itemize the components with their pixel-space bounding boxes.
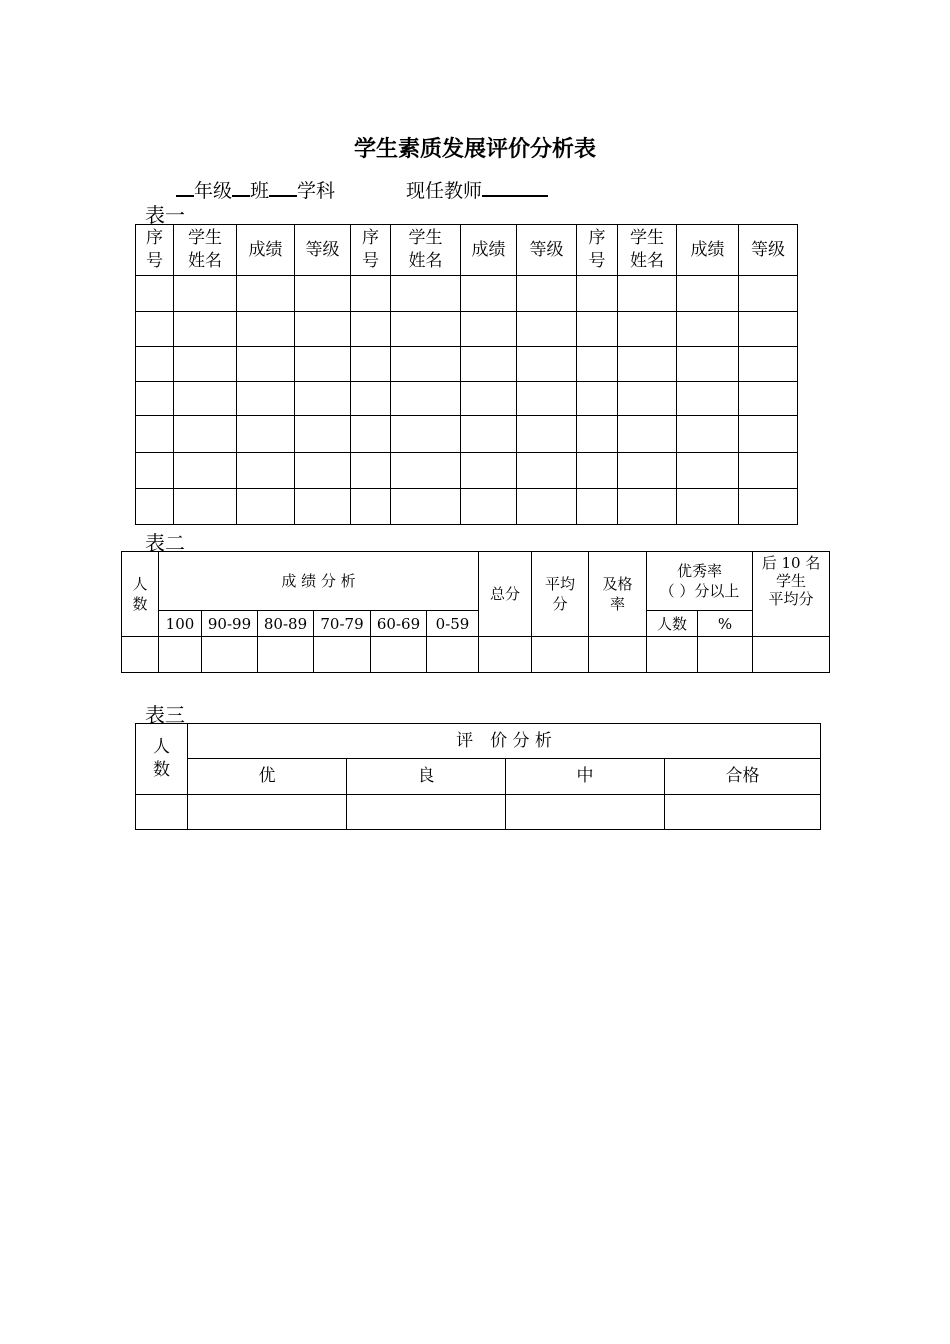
- grade-blank[interactable]: [176, 177, 194, 197]
- data-cell[interactable]: [618, 382, 677, 416]
- data-cell[interactable]: [517, 382, 577, 416]
- data-cell[interactable]: [461, 489, 517, 525]
- header-name: 学生 姓名: [391, 225, 461, 276]
- data-cell[interactable]: [517, 453, 577, 489]
- header-seq: 序 号: [136, 225, 174, 276]
- header-grade: 等级: [739, 225, 798, 276]
- data-cell[interactable]: [517, 312, 577, 347]
- data-cell[interactable]: [698, 637, 753, 673]
- data-cell[interactable]: [174, 276, 237, 312]
- data-cell[interactable]: [237, 347, 295, 382]
- data-cell[interactable]: [647, 637, 698, 673]
- data-cell[interactable]: [391, 276, 461, 312]
- data-cell[interactable]: [136, 489, 174, 525]
- data-cell[interactable]: [618, 453, 677, 489]
- data-cell[interactable]: [577, 276, 618, 312]
- data-cell[interactable]: [427, 637, 479, 673]
- table1-body: [136, 276, 798, 525]
- data-cell[interactable]: [136, 453, 174, 489]
- data-cell[interactable]: [577, 382, 618, 416]
- level-medium: 中: [506, 759, 665, 795]
- page-title: 学生素质发展评价分析表: [353, 137, 596, 162]
- data-cell[interactable]: [461, 347, 517, 382]
- data-cell[interactable]: [618, 489, 677, 525]
- table3-data-row: [136, 795, 821, 830]
- range-70-79: 70-79: [314, 611, 371, 637]
- header-total: 总分: [479, 552, 532, 637]
- data-cell[interactable]: [517, 347, 577, 382]
- data-cell[interactable]: [739, 453, 798, 489]
- data-cell[interactable]: [237, 312, 295, 347]
- data-cell[interactable]: [665, 795, 821, 830]
- header-score: 成绩: [237, 225, 295, 276]
- table3-header-row: [136, 724, 821, 759]
- table-row: [136, 489, 798, 525]
- data-cell[interactable]: [174, 453, 237, 489]
- data-cell[interactable]: [532, 637, 589, 673]
- table3-subheader-row: [136, 759, 821, 795]
- header-excellent-pct: %: [698, 611, 753, 637]
- data-cell[interactable]: [739, 416, 798, 453]
- data-cell[interactable]: [461, 382, 517, 416]
- subject-label: 学科: [297, 180, 336, 202]
- data-cell[interactable]: [677, 453, 739, 489]
- data-cell[interactable]: [677, 312, 739, 347]
- data-cell[interactable]: [136, 347, 174, 382]
- data-cell[interactable]: [461, 416, 517, 453]
- data-cell[interactable]: [577, 347, 618, 382]
- header-seq: 序 号: [351, 225, 391, 276]
- data-cell[interactable]: [577, 312, 618, 347]
- data-cell[interactable]: [237, 489, 295, 525]
- data-cell[interactable]: [391, 312, 461, 347]
- level-excellent: 优: [188, 759, 347, 795]
- data-cell[interactable]: [461, 453, 517, 489]
- range-60-69: 60-69: [371, 611, 427, 637]
- data-cell[interactable]: [136, 416, 174, 453]
- table-row: [136, 276, 798, 312]
- header-seq: 序 号: [577, 225, 618, 276]
- header-count: 人 数: [122, 552, 159, 637]
- data-cell[interactable]: [351, 489, 391, 525]
- data-cell[interactable]: [174, 489, 237, 525]
- data-cell[interactable]: [237, 416, 295, 453]
- data-cell[interactable]: [677, 382, 739, 416]
- teacher-label: 现任教师: [406, 180, 483, 202]
- table-row: [136, 416, 798, 453]
- table2: [121, 551, 830, 673]
- range-0-59: 0-59: [427, 611, 479, 637]
- data-cell[interactable]: [577, 453, 618, 489]
- data-cell[interactable]: [753, 637, 830, 673]
- header-name: 学生 姓名: [174, 225, 237, 276]
- table3-label: 表三: [145, 703, 185, 727]
- table2-header-row: [122, 552, 830, 611]
- data-cell[interactable]: [174, 416, 237, 453]
- data-cell[interactable]: [577, 416, 618, 453]
- range-80-89: 80-89: [258, 611, 314, 637]
- header-grade: 等级: [517, 225, 577, 276]
- data-cell[interactable]: [202, 637, 258, 673]
- header-grade: 等级: [295, 225, 351, 276]
- data-cell[interactable]: [258, 637, 314, 673]
- teacher-info: [406, 176, 548, 203]
- class-info: [176, 176, 335, 203]
- header-score: 成绩: [461, 225, 517, 276]
- data-cell[interactable]: [739, 347, 798, 382]
- data-cell[interactable]: [479, 637, 532, 673]
- data-cell[interactable]: [295, 453, 351, 489]
- data-cell[interactable]: [351, 453, 391, 489]
- header-count: 人 数: [136, 724, 188, 795]
- range-100: 100: [159, 611, 202, 637]
- data-cell[interactable]: [739, 382, 798, 416]
- data-cell[interactable]: [618, 347, 677, 382]
- header-excellent-rate: 优秀率 （ ）分以上: [647, 552, 753, 611]
- data-cell[interactable]: [159, 637, 202, 673]
- data-cell[interactable]: [347, 795, 506, 830]
- data-cell[interactable]: [391, 416, 461, 453]
- data-cell[interactable]: [136, 312, 174, 347]
- data-cell[interactable]: [739, 276, 798, 312]
- header-score-analysis: 成 绩 分 析: [159, 552, 479, 611]
- data-cell[interactable]: [391, 382, 461, 416]
- table-row: [136, 312, 798, 347]
- header-score: 成绩: [677, 225, 739, 276]
- data-cell[interactable]: [677, 276, 739, 312]
- header-bottom10: 后 10 名 学生 平均分: [753, 552, 830, 637]
- data-cell[interactable]: [237, 453, 295, 489]
- data-cell[interactable]: [295, 416, 351, 453]
- data-cell[interactable]: [391, 453, 461, 489]
- data-cell[interactable]: [391, 489, 461, 525]
- header-name: 学生 姓名: [618, 225, 677, 276]
- data-cell[interactable]: [739, 312, 798, 347]
- header-average: 平均 分: [532, 552, 589, 637]
- data-cell[interactable]: [122, 637, 159, 673]
- table3: [135, 723, 821, 830]
- class-label: 班: [250, 180, 270, 202]
- data-cell[interactable]: [295, 276, 351, 312]
- table1-label: 表一: [145, 203, 185, 227]
- data-cell[interactable]: [461, 312, 517, 347]
- data-cell[interactable]: [295, 312, 351, 347]
- data-cell[interactable]: [517, 276, 577, 312]
- teacher-blank[interactable]: [482, 177, 548, 197]
- data-cell[interactable]: [677, 347, 739, 382]
- data-cell[interactable]: [589, 637, 647, 673]
- data-cell[interactable]: [371, 637, 427, 673]
- data-cell[interactable]: [174, 312, 237, 347]
- data-cell[interactable]: [677, 489, 739, 525]
- table1: [135, 224, 798, 525]
- level-good: 良: [347, 759, 506, 795]
- table-row: [136, 453, 798, 489]
- data-cell[interactable]: [618, 312, 677, 347]
- data-cell[interactable]: [618, 416, 677, 453]
- table-row: [136, 382, 798, 416]
- data-cell[interactable]: [391, 347, 461, 382]
- data-cell[interactable]: [174, 347, 237, 382]
- data-cell[interactable]: [577, 489, 618, 525]
- data-cell[interactable]: [739, 489, 798, 525]
- data-cell[interactable]: [136, 276, 174, 312]
- data-cell[interactable]: [618, 276, 677, 312]
- table-row: [136, 347, 798, 382]
- data-cell[interactable]: [174, 382, 237, 416]
- table2-label: 表二: [145, 531, 185, 555]
- data-cell[interactable]: [295, 489, 351, 525]
- data-cell[interactable]: [295, 347, 351, 382]
- data-cell[interactable]: [351, 347, 391, 382]
- data-cell[interactable]: [351, 416, 391, 453]
- data-cell[interactable]: [506, 795, 665, 830]
- data-cell[interactable]: [188, 795, 347, 830]
- data-cell[interactable]: [461, 276, 517, 312]
- table2-subheader-row: [122, 611, 830, 637]
- table1-header-row: [136, 225, 798, 276]
- header-excellent-count: 人数: [647, 611, 698, 637]
- data-cell[interactable]: [237, 382, 295, 416]
- data-cell[interactable]: [517, 489, 577, 525]
- range-90-99: 90-99: [202, 611, 258, 637]
- data-cell[interactable]: [351, 312, 391, 347]
- data-cell[interactable]: [517, 416, 577, 453]
- data-cell[interactable]: [677, 416, 739, 453]
- grade-label: 年级: [194, 180, 233, 202]
- data-cell[interactable]: [351, 276, 391, 312]
- data-cell[interactable]: [295, 382, 351, 416]
- level-pass: 合格: [665, 759, 821, 795]
- data-cell[interactable]: [136, 795, 188, 830]
- subject-blank[interactable]: [269, 177, 297, 197]
- data-cell[interactable]: [237, 276, 295, 312]
- header-eval-analysis: 评 价 分 析: [188, 724, 821, 759]
- data-cell[interactable]: [136, 382, 174, 416]
- class-blank[interactable]: [232, 177, 250, 197]
- data-cell[interactable]: [351, 382, 391, 416]
- table2-data-row: [122, 637, 830, 673]
- data-cell[interactable]: [314, 637, 371, 673]
- header-pass-rate: 及格 率: [589, 552, 647, 637]
